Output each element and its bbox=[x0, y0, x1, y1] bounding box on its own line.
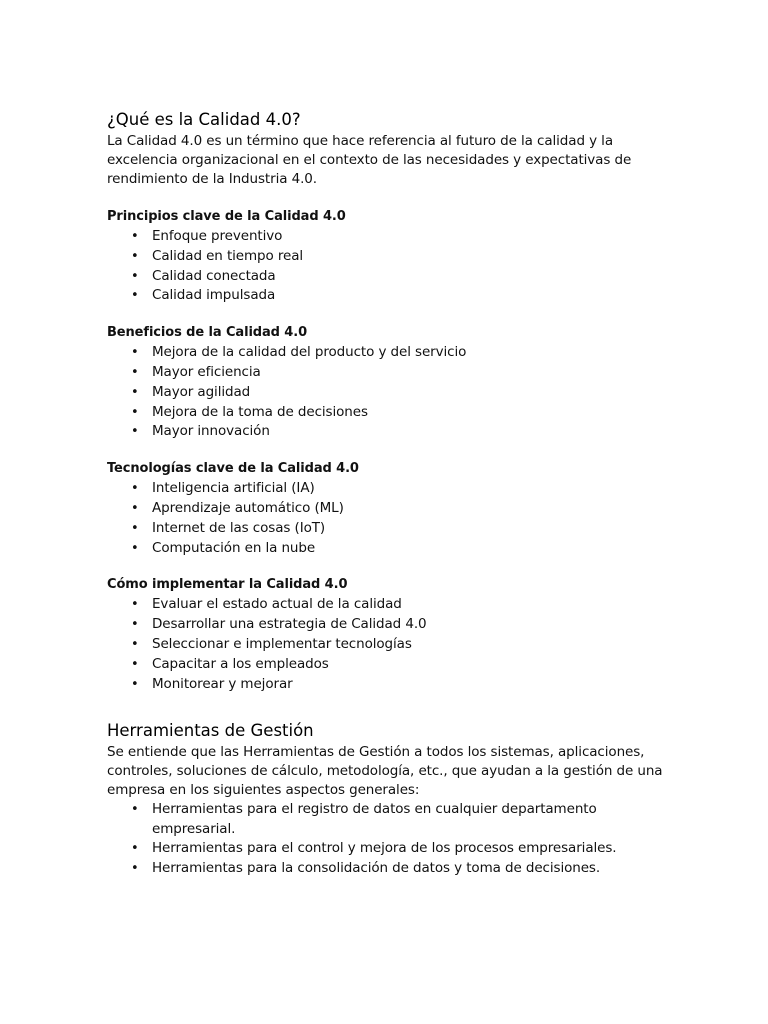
bullet-icon: • bbox=[131, 404, 139, 420]
list-item bbox=[107, 247, 667, 267]
list-item bbox=[107, 267, 667, 287]
bullet-icon: • bbox=[131, 500, 139, 516]
intro-paragraph: La Calidad 4.0 es un término que hace referencia al futuro de la calidad y la excelencia organizacional en el contexto de las necesidades y expectativas de rendimiento de la Industria 4.0. bbox=[107, 133, 632, 187]
bullet-icon: • bbox=[131, 288, 139, 304]
benefits-section bbox=[107, 323, 667, 442]
document-content bbox=[107, 108, 667, 878]
list-item-text: Aprendizaje automático (ML) bbox=[152, 499, 344, 516]
list-item bbox=[107, 839, 667, 859]
list-item bbox=[107, 479, 667, 499]
bullet-icon: • bbox=[131, 540, 139, 556]
section-title-calidad: ¿Qué es la Calidad 4.0? bbox=[107, 110, 301, 129]
list-item bbox=[107, 403, 667, 423]
list-item-text: Seleccionar e implementar tecnologías bbox=[152, 635, 412, 652]
list-item-text: Calidad impulsada bbox=[152, 287, 276, 304]
list-item bbox=[107, 595, 667, 615]
benefits-list bbox=[107, 343, 667, 442]
list-item bbox=[107, 655, 667, 675]
list-item-text: Capacitar a los empleados bbox=[152, 655, 329, 672]
implementation-section bbox=[107, 575, 667, 694]
implementation-heading: Cómo implementar la Calidad 4.0 bbox=[107, 577, 348, 593]
list-item-text: Mayor eficiencia bbox=[152, 363, 261, 380]
list-item-text: Mejora de la calidad del producto y del servicio bbox=[152, 344, 467, 361]
technologies-section bbox=[107, 459, 667, 558]
principles-heading: Principios clave de la Calidad 4.0 bbox=[107, 209, 346, 224]
bullet-icon: • bbox=[131, 481, 139, 497]
list-item-text: Calidad conectada bbox=[152, 267, 276, 284]
list-item bbox=[107, 286, 667, 306]
list-item bbox=[107, 859, 667, 879]
bullet-icon: • bbox=[131, 268, 139, 284]
bullet-icon: • bbox=[131, 384, 139, 400]
principles-list bbox=[107, 227, 667, 306]
bullet-icon: • bbox=[131, 424, 139, 440]
list-item bbox=[107, 539, 667, 559]
list-item bbox=[107, 615, 667, 635]
list-item bbox=[107, 227, 667, 247]
bullet-icon: • bbox=[131, 597, 139, 613]
bullet-icon: • bbox=[131, 636, 139, 652]
technologies-list bbox=[107, 479, 667, 558]
list-item bbox=[107, 800, 667, 839]
list-item-text: Internet de las cosas (IoT) bbox=[152, 519, 326, 536]
bullet-icon: • bbox=[131, 676, 139, 692]
list-item-text: Herramientas para el registro de datos en cualquier departamento empresarial. bbox=[152, 801, 597, 837]
benefits-heading: Beneficios de la Calidad 4.0 bbox=[107, 325, 308, 341]
list-item-text: Mejora de la toma de decisiones bbox=[152, 403, 368, 420]
list-item bbox=[107, 363, 667, 383]
list-item bbox=[107, 635, 667, 655]
list-item bbox=[107, 675, 667, 695]
bullet-icon: • bbox=[131, 248, 139, 264]
bullet-icon: • bbox=[131, 860, 139, 876]
bullet-icon: • bbox=[131, 520, 139, 536]
bullet-icon: • bbox=[131, 364, 139, 380]
list-item-text: Enfoque preventivo bbox=[152, 228, 283, 244]
bullet-icon: • bbox=[131, 802, 139, 818]
list-item-text: Mayor agilidad bbox=[152, 383, 251, 400]
section-title-herramientas: Herramientas de Gestión bbox=[107, 721, 314, 741]
list-item-text: Inteligencia artificial (IA) bbox=[152, 480, 315, 497]
principles-section bbox=[107, 207, 667, 306]
bullet-icon: • bbox=[131, 617, 139, 633]
bullet-icon: • bbox=[131, 229, 139, 244]
tools-list bbox=[107, 800, 667, 878]
implementation-list bbox=[107, 595, 667, 694]
bullet-icon: • bbox=[131, 345, 139, 361]
technologies-heading: Tecnologías clave de la Calidad 4.0 bbox=[107, 461, 359, 477]
list-item-text: Computación en la nube bbox=[152, 539, 316, 556]
list-item-text: Herramientas para el control y mejora de los procesos empresariales. bbox=[152, 840, 617, 857]
list-item bbox=[107, 383, 667, 403]
list-item-text: Calidad en tiempo real bbox=[152, 247, 304, 264]
bullet-icon: • bbox=[131, 656, 139, 672]
list-item bbox=[107, 519, 667, 539]
list-item-text: Monitorear y mejorar bbox=[152, 675, 293, 692]
list-item-text: Evaluar el estado actual de la calidad bbox=[152, 596, 402, 613]
list-item-text: Mayor innovación bbox=[152, 423, 270, 440]
list-item-text: Desarrollar una estrategia de Calidad 4.0 bbox=[152, 616, 427, 633]
list-item-text: Herramientas para la consolidación de datos y toma de decisiones. bbox=[152, 859, 601, 876]
list-item bbox=[107, 499, 667, 519]
list-item bbox=[107, 422, 667, 442]
tools-paragraph: Se entiende que las Herramientas de Gestión a todos los sistemas, aplicaciones, controles, soluciones de cálculo, metodología, etc., que ayudan a la gestión de una empresa en los siguientes aspectos generales: bbox=[107, 744, 663, 799]
bullet-icon: • bbox=[131, 841, 139, 857]
list-item bbox=[107, 343, 667, 363]
